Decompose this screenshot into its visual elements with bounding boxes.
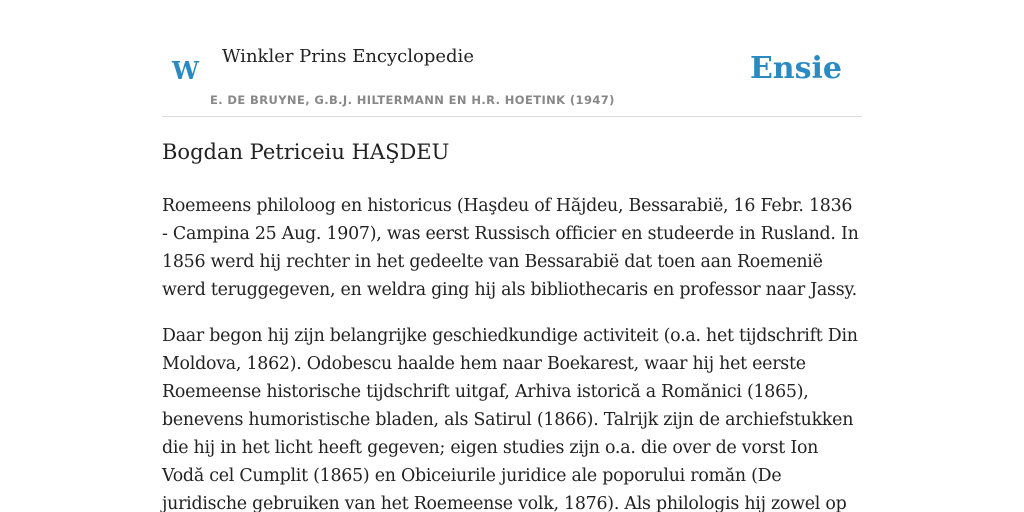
site-title: Winkler Prins Encyclopedie xyxy=(222,46,474,67)
brand-logo[interactable]: Ensie xyxy=(749,51,842,86)
site-logo-icon[interactable]: W xyxy=(172,56,199,85)
article-title: Bogdan Petriceiu HAŞDEU xyxy=(162,140,450,164)
site-header xyxy=(162,0,862,117)
article-paragraph: Roemeens philoloog en historicus (Haşdeu of Hăjdeu, Bessarabië, 16 Febr. 1836 - Campina 25 Aug. 1907), was eerst Russisch officier en studeerde in Rusland. In 1856 werd hij rechter in het gedeelte van Bessarabië dat toen aan Roemenië werd teruggegeven, en weldra ging hij als bibliothecaris en professor naar Jassy. xyxy=(162,196,859,300)
page xyxy=(162,0,862,512)
article-paragraph: Daar begon hij zijn belangrijke geschiedkundige activiteit (o.a. het tijdschrift Din Moldova, 1862). Odobescu haalde hem naar Boekarest, waar hij het eerste Roemeense historische tijdschrift uitgaf, Arhiva istorică a Romănici (1865), benevens humoristische bladen, als Satirul (1866). Talrijk zijn de archiefstukken die hij in het licht heeft gegeven; eigen studies zijn o.a. die over de vorst Ion Vodă cel Cumplit (1865) en Obiceiurile juridice ale poporului romăn (De juridische gebruiken van het Roemeense volk, 1876). Als philologis hij zowel op xyxy=(162,326,858,512)
article-body xyxy=(162,192,862,512)
site-subtitle: E. DE BRUYNE, G.B.J. HILTERMANN EN H.R. HOETINK (1947) xyxy=(210,93,615,107)
